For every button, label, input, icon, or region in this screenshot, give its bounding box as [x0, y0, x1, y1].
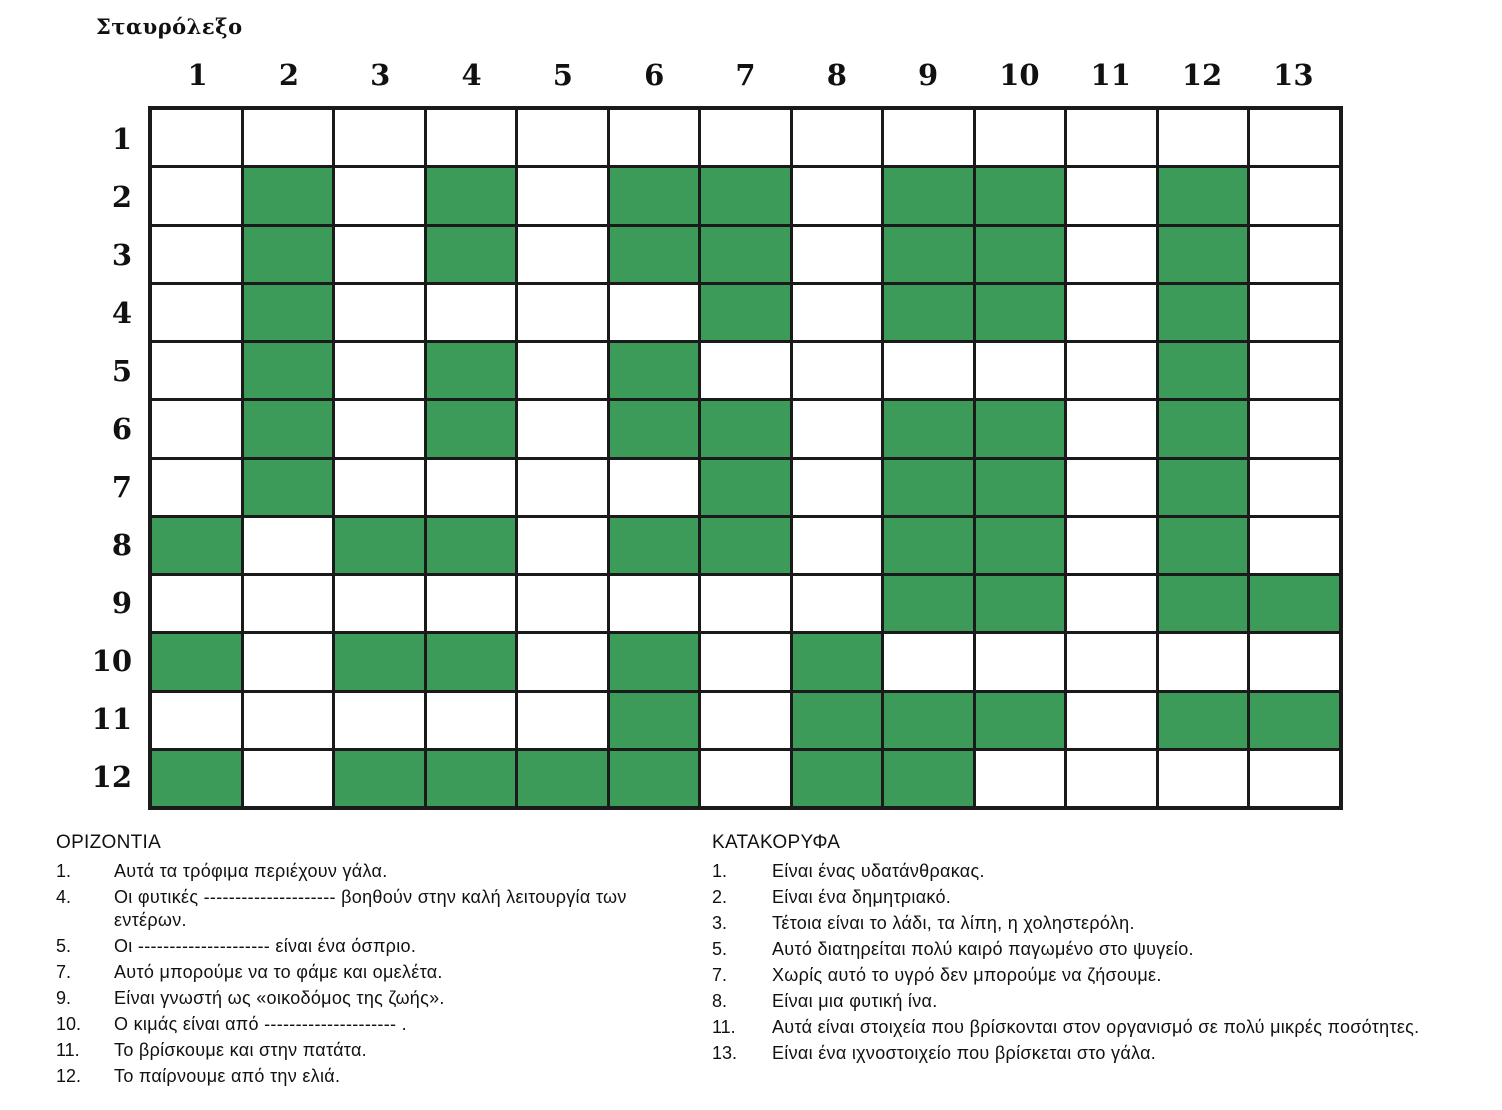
answer-cell[interactable] [1250, 343, 1339, 398]
blocked-cell [1159, 343, 1248, 398]
clue-text: Αυτά είναι στοιχεία που βρίσκονται στον οργανισμό σε πολύ μικρές ποσότητες. [772, 1017, 1420, 1037]
blocked-cell [976, 693, 1065, 748]
answer-cell[interactable] [1067, 110, 1156, 165]
answer-cell[interactable] [244, 751, 333, 806]
blocked-cell [427, 634, 516, 689]
answer-cell[interactable] [1067, 401, 1156, 456]
across-clue [56, 987, 676, 1010]
answer-cell[interactable] [1067, 518, 1156, 573]
clue-number: 1. [712, 861, 728, 881]
answer-cell[interactable] [976, 343, 1065, 398]
blocked-cell [884, 168, 973, 223]
down-heading: ΚΑΤΑΚΟΡΥΦΑ [712, 832, 841, 853]
clue-number: 9. [56, 988, 72, 1008]
blocked-cell [701, 285, 790, 340]
answer-cell[interactable] [335, 460, 424, 515]
answer-cell[interactable] [152, 460, 241, 515]
answer-cell[interactable] [701, 751, 790, 806]
answer-cell[interactable] [793, 576, 882, 631]
answer-cell[interactable] [518, 460, 607, 515]
answer-cell[interactable] [1250, 227, 1339, 282]
answer-cell[interactable] [1250, 634, 1339, 689]
across-clue [56, 886, 676, 932]
column-number: 5 [552, 58, 573, 92]
blocked-cell [976, 227, 1065, 282]
clue-number: 5. [712, 939, 728, 959]
clue-number: 2. [712, 887, 728, 907]
clue-number: 12. [56, 1066, 82, 1086]
blocked-cell [427, 168, 516, 223]
blocked-cell [701, 401, 790, 456]
blocked-cell [1250, 576, 1339, 631]
clue-text: Αυτό διατηρείται πολύ καιρό παγωμένο στο ψυγείο. [772, 939, 1194, 959]
across-clue [56, 961, 676, 984]
answer-cell[interactable] [152, 168, 241, 223]
blocked-cell [335, 751, 424, 806]
row-number: 11 [91, 702, 132, 736]
row-number: 8 [111, 528, 132, 562]
column-number: 4 [461, 58, 482, 92]
answer-cell[interactable] [335, 285, 424, 340]
answer-cell[interactable] [518, 634, 607, 689]
blocked-cell [152, 634, 241, 689]
blocked-cell [793, 751, 882, 806]
answer-cell[interactable] [335, 227, 424, 282]
blocked-cell [518, 751, 607, 806]
blocked-cell [884, 285, 973, 340]
answer-cell[interactable] [793, 285, 882, 340]
answer-cell[interactable] [793, 401, 882, 456]
answer-cell[interactable] [244, 634, 333, 689]
answer-cell[interactable] [793, 343, 882, 398]
answer-cell[interactable] [976, 751, 1065, 806]
down-clues [712, 832, 1442, 1068]
answer-cell[interactable] [518, 693, 607, 748]
blocked-cell [152, 518, 241, 573]
down-clue [712, 964, 1442, 987]
blocked-cell [884, 693, 973, 748]
blocked-cell [1159, 168, 1248, 223]
answer-cell[interactable] [976, 634, 1065, 689]
answer-cell[interactable] [152, 693, 241, 748]
across-heading: ΟΡΙΖΟΝΤΙΑ [56, 832, 162, 853]
blocked-cell [976, 285, 1065, 340]
across-clue [56, 1013, 676, 1036]
clue-text: Είναι ένα δημητριακό. [772, 887, 952, 907]
answer-cell[interactable] [335, 110, 424, 165]
answer-cell[interactable] [1250, 401, 1339, 456]
answer-cell[interactable] [610, 460, 699, 515]
across-clue [56, 860, 676, 883]
answer-cell[interactable] [518, 401, 607, 456]
blocked-cell [976, 576, 1065, 631]
clue-text: Χωρίς αυτό το υγρό δεν μπορούμε να ζήσουμε. [772, 965, 1162, 985]
clue-text: Είναι μια φυτική ίνα. [772, 991, 938, 1011]
blocked-cell [884, 576, 973, 631]
row-number: 6 [111, 412, 132, 446]
blocked-cell [976, 518, 1065, 573]
blocked-cell [701, 460, 790, 515]
row-number: 10 [91, 644, 132, 678]
answer-cell[interactable] [244, 576, 333, 631]
blocked-cell [335, 518, 424, 573]
blocked-cell [610, 751, 699, 806]
answer-cell[interactable] [1067, 693, 1156, 748]
blocked-cell [976, 460, 1065, 515]
blocked-cell [427, 343, 516, 398]
row-number: 2 [111, 180, 132, 214]
answer-cell[interactable] [701, 576, 790, 631]
blocked-cell [1159, 285, 1248, 340]
blocked-cell [884, 401, 973, 456]
answer-cell[interactable] [701, 110, 790, 165]
answer-cell[interactable] [793, 227, 882, 282]
down-clue [712, 886, 1442, 909]
blocked-cell [610, 168, 699, 223]
answer-cell[interactable] [793, 168, 882, 223]
answer-cell[interactable] [1159, 751, 1248, 806]
answer-cell[interactable] [518, 518, 607, 573]
clue-text: Οι --------------------- είναι ένα όσπριο. [114, 936, 417, 956]
row-number: 12 [91, 760, 132, 794]
answer-cell[interactable] [701, 693, 790, 748]
clue-number: 7. [56, 962, 72, 982]
answer-cell[interactable] [701, 634, 790, 689]
blocked-cell [884, 518, 973, 573]
blocked-cell [1159, 401, 1248, 456]
blocked-cell [244, 227, 333, 282]
clue-text: Το παίρνουμε από την ελιά. [114, 1066, 341, 1086]
clue-text: Αυτά τα τρόφιμα περιέχουν γάλα. [114, 861, 388, 881]
answer-cell[interactable] [518, 343, 607, 398]
blocked-cell [610, 518, 699, 573]
blocked-cell [1159, 460, 1248, 515]
blocked-cell [244, 401, 333, 456]
answer-cell[interactable] [518, 168, 607, 223]
answer-cell[interactable] [1250, 751, 1339, 806]
answer-cell[interactable] [335, 401, 424, 456]
column-number: 9 [918, 58, 939, 92]
column-number: 7 [735, 58, 756, 92]
answer-cell[interactable] [701, 343, 790, 398]
answer-cell[interactable] [244, 518, 333, 573]
answer-cell[interactable] [152, 576, 241, 631]
down-clue [712, 1016, 1442, 1039]
answer-cell[interactable] [793, 518, 882, 573]
answer-cell[interactable] [1250, 460, 1339, 515]
clue-number: 5. [56, 936, 72, 956]
answer-cell[interactable] [427, 693, 516, 748]
clue-number: 10. [56, 1014, 82, 1034]
blocked-cell [884, 227, 973, 282]
answer-cell[interactable] [610, 576, 699, 631]
column-number: 6 [644, 58, 665, 92]
answer-cell[interactable] [1067, 460, 1156, 515]
answer-cell[interactable] [1067, 576, 1156, 631]
blocked-cell [976, 168, 1065, 223]
down-clue [712, 912, 1442, 935]
clue-number: 1. [56, 861, 72, 881]
clue-number: 8. [712, 991, 728, 1011]
blocked-cell [1159, 227, 1248, 282]
blocked-cell [610, 634, 699, 689]
clue-number: 3. [712, 913, 728, 933]
answer-cell[interactable] [1250, 110, 1339, 165]
answer-cell[interactable] [1067, 634, 1156, 689]
answer-cell[interactable] [1159, 634, 1248, 689]
answer-cell[interactable] [152, 285, 241, 340]
answer-cell[interactable] [518, 110, 607, 165]
answer-cell[interactable] [427, 285, 516, 340]
answer-cell[interactable] [1250, 285, 1339, 340]
clue-text: Είναι γνωστή ως «οικοδόμος της ζωής». [114, 988, 445, 1008]
row-number: 3 [111, 238, 132, 272]
down-clue [712, 990, 1442, 1013]
across-clue [56, 1039, 676, 1062]
blocked-cell [793, 693, 882, 748]
blocked-cell [610, 693, 699, 748]
blocked-cell [701, 518, 790, 573]
answer-cell[interactable] [152, 343, 241, 398]
answer-cell[interactable] [793, 110, 882, 165]
blocked-cell [701, 168, 790, 223]
across-clue [56, 935, 676, 958]
answer-cell[interactable] [610, 110, 699, 165]
across-clues [56, 832, 676, 1091]
answer-cell[interactable] [884, 343, 973, 398]
blocked-cell [1159, 576, 1248, 631]
blocked-cell [976, 401, 1065, 456]
blocked-cell [427, 751, 516, 806]
answer-cell[interactable] [518, 227, 607, 282]
clue-number: 13. [712, 1043, 738, 1063]
blocked-cell [610, 401, 699, 456]
answer-cell[interactable] [335, 168, 424, 223]
answer-cell[interactable] [610, 285, 699, 340]
blocked-cell [610, 227, 699, 282]
blocked-cell [1159, 693, 1248, 748]
blocked-cell [793, 634, 882, 689]
answer-cell[interactable] [1067, 343, 1156, 398]
answer-cell[interactable] [427, 110, 516, 165]
answer-cell[interactable] [518, 576, 607, 631]
clue-text: Οι φυτικές --------------------- βοηθούν στην καλή λειτουργία των εντέρων. [114, 887, 627, 930]
row-number: 9 [111, 586, 132, 620]
clue-number: 7. [712, 965, 728, 985]
answer-cell[interactable] [335, 343, 424, 398]
answer-cell[interactable] [1067, 751, 1156, 806]
column-number: 12 [1181, 58, 1223, 92]
clue-text: Είναι ένας υδατάνθρακας. [772, 861, 985, 881]
answer-cell[interactable] [1159, 110, 1248, 165]
answer-cell[interactable] [244, 110, 333, 165]
page-title: Σταυρόλεξο [96, 14, 243, 39]
blocked-cell [244, 285, 333, 340]
blocked-cell [244, 168, 333, 223]
answer-cell[interactable] [244, 693, 333, 748]
blocked-cell [244, 343, 333, 398]
answer-cell[interactable] [152, 227, 241, 282]
blocked-cell [427, 401, 516, 456]
column-number: 13 [1273, 58, 1314, 92]
answer-cell[interactable] [335, 576, 424, 631]
answer-cell[interactable] [335, 693, 424, 748]
blocked-cell [335, 634, 424, 689]
answer-cell[interactable] [1250, 518, 1339, 573]
answer-cell[interactable] [1067, 168, 1156, 223]
column-number: 10 [999, 58, 1040, 92]
answer-cell[interactable] [884, 634, 973, 689]
answer-cell[interactable] [152, 110, 241, 165]
across-clue-list [56, 860, 676, 1088]
answer-cell[interactable] [518, 285, 607, 340]
answer-cell[interactable] [976, 110, 1065, 165]
row-number: 1 [111, 122, 132, 156]
across-clue [56, 1065, 676, 1088]
blocked-cell [884, 751, 973, 806]
clue-number: 4. [56, 887, 72, 907]
column-number: 11 [1090, 58, 1131, 92]
row-number: 4 [111, 296, 132, 330]
answer-cell[interactable] [427, 576, 516, 631]
clue-text: Αυτό μπορούμε να το φάμε και ομελέτα. [114, 962, 443, 982]
down-clue [712, 938, 1442, 961]
down-clue [712, 860, 1442, 883]
clue-text: Τέτοια είναι το λάδι, τα λίπη, η χοληστερόλη. [772, 913, 1135, 933]
column-number: 8 [826, 58, 847, 92]
blocked-cell [244, 460, 333, 515]
answer-cell[interactable] [152, 401, 241, 456]
row-number: 5 [111, 354, 132, 388]
blocked-cell [1159, 518, 1248, 573]
blocked-cell [701, 227, 790, 282]
blocked-cell [427, 518, 516, 573]
blocked-cell [1250, 693, 1339, 748]
blocked-cell [427, 227, 516, 282]
down-clue-list [712, 860, 1442, 1065]
blocked-cell [884, 460, 973, 515]
blocked-cell [610, 343, 699, 398]
down-clue [712, 1042, 1442, 1065]
blocked-cell [152, 751, 241, 806]
column-number: 1 [187, 58, 208, 92]
answer-cell[interactable] [1250, 168, 1339, 223]
clue-text: Το βρίσκουμε και στην πατάτα. [114, 1040, 367, 1060]
answer-cell[interactable] [427, 460, 516, 515]
clue-number: 11. [712, 1017, 736, 1037]
clue-text: Είναι ένα ιχνοστοιχείο που βρίσκεται στο γάλα. [772, 1043, 1157, 1063]
row-number: 7 [111, 470, 132, 504]
answer-cell[interactable] [884, 110, 973, 165]
clue-text: Ο κιμάς είναι από --------------------- . [114, 1014, 407, 1034]
answer-cell[interactable] [793, 460, 882, 515]
clue-number: 11. [56, 1040, 80, 1060]
column-number: 2 [278, 58, 300, 92]
column-number: 3 [370, 58, 391, 92]
answer-cell[interactable] [1067, 227, 1156, 282]
crossword-grid [148, 106, 1343, 810]
answer-cell[interactable] [1067, 285, 1156, 340]
